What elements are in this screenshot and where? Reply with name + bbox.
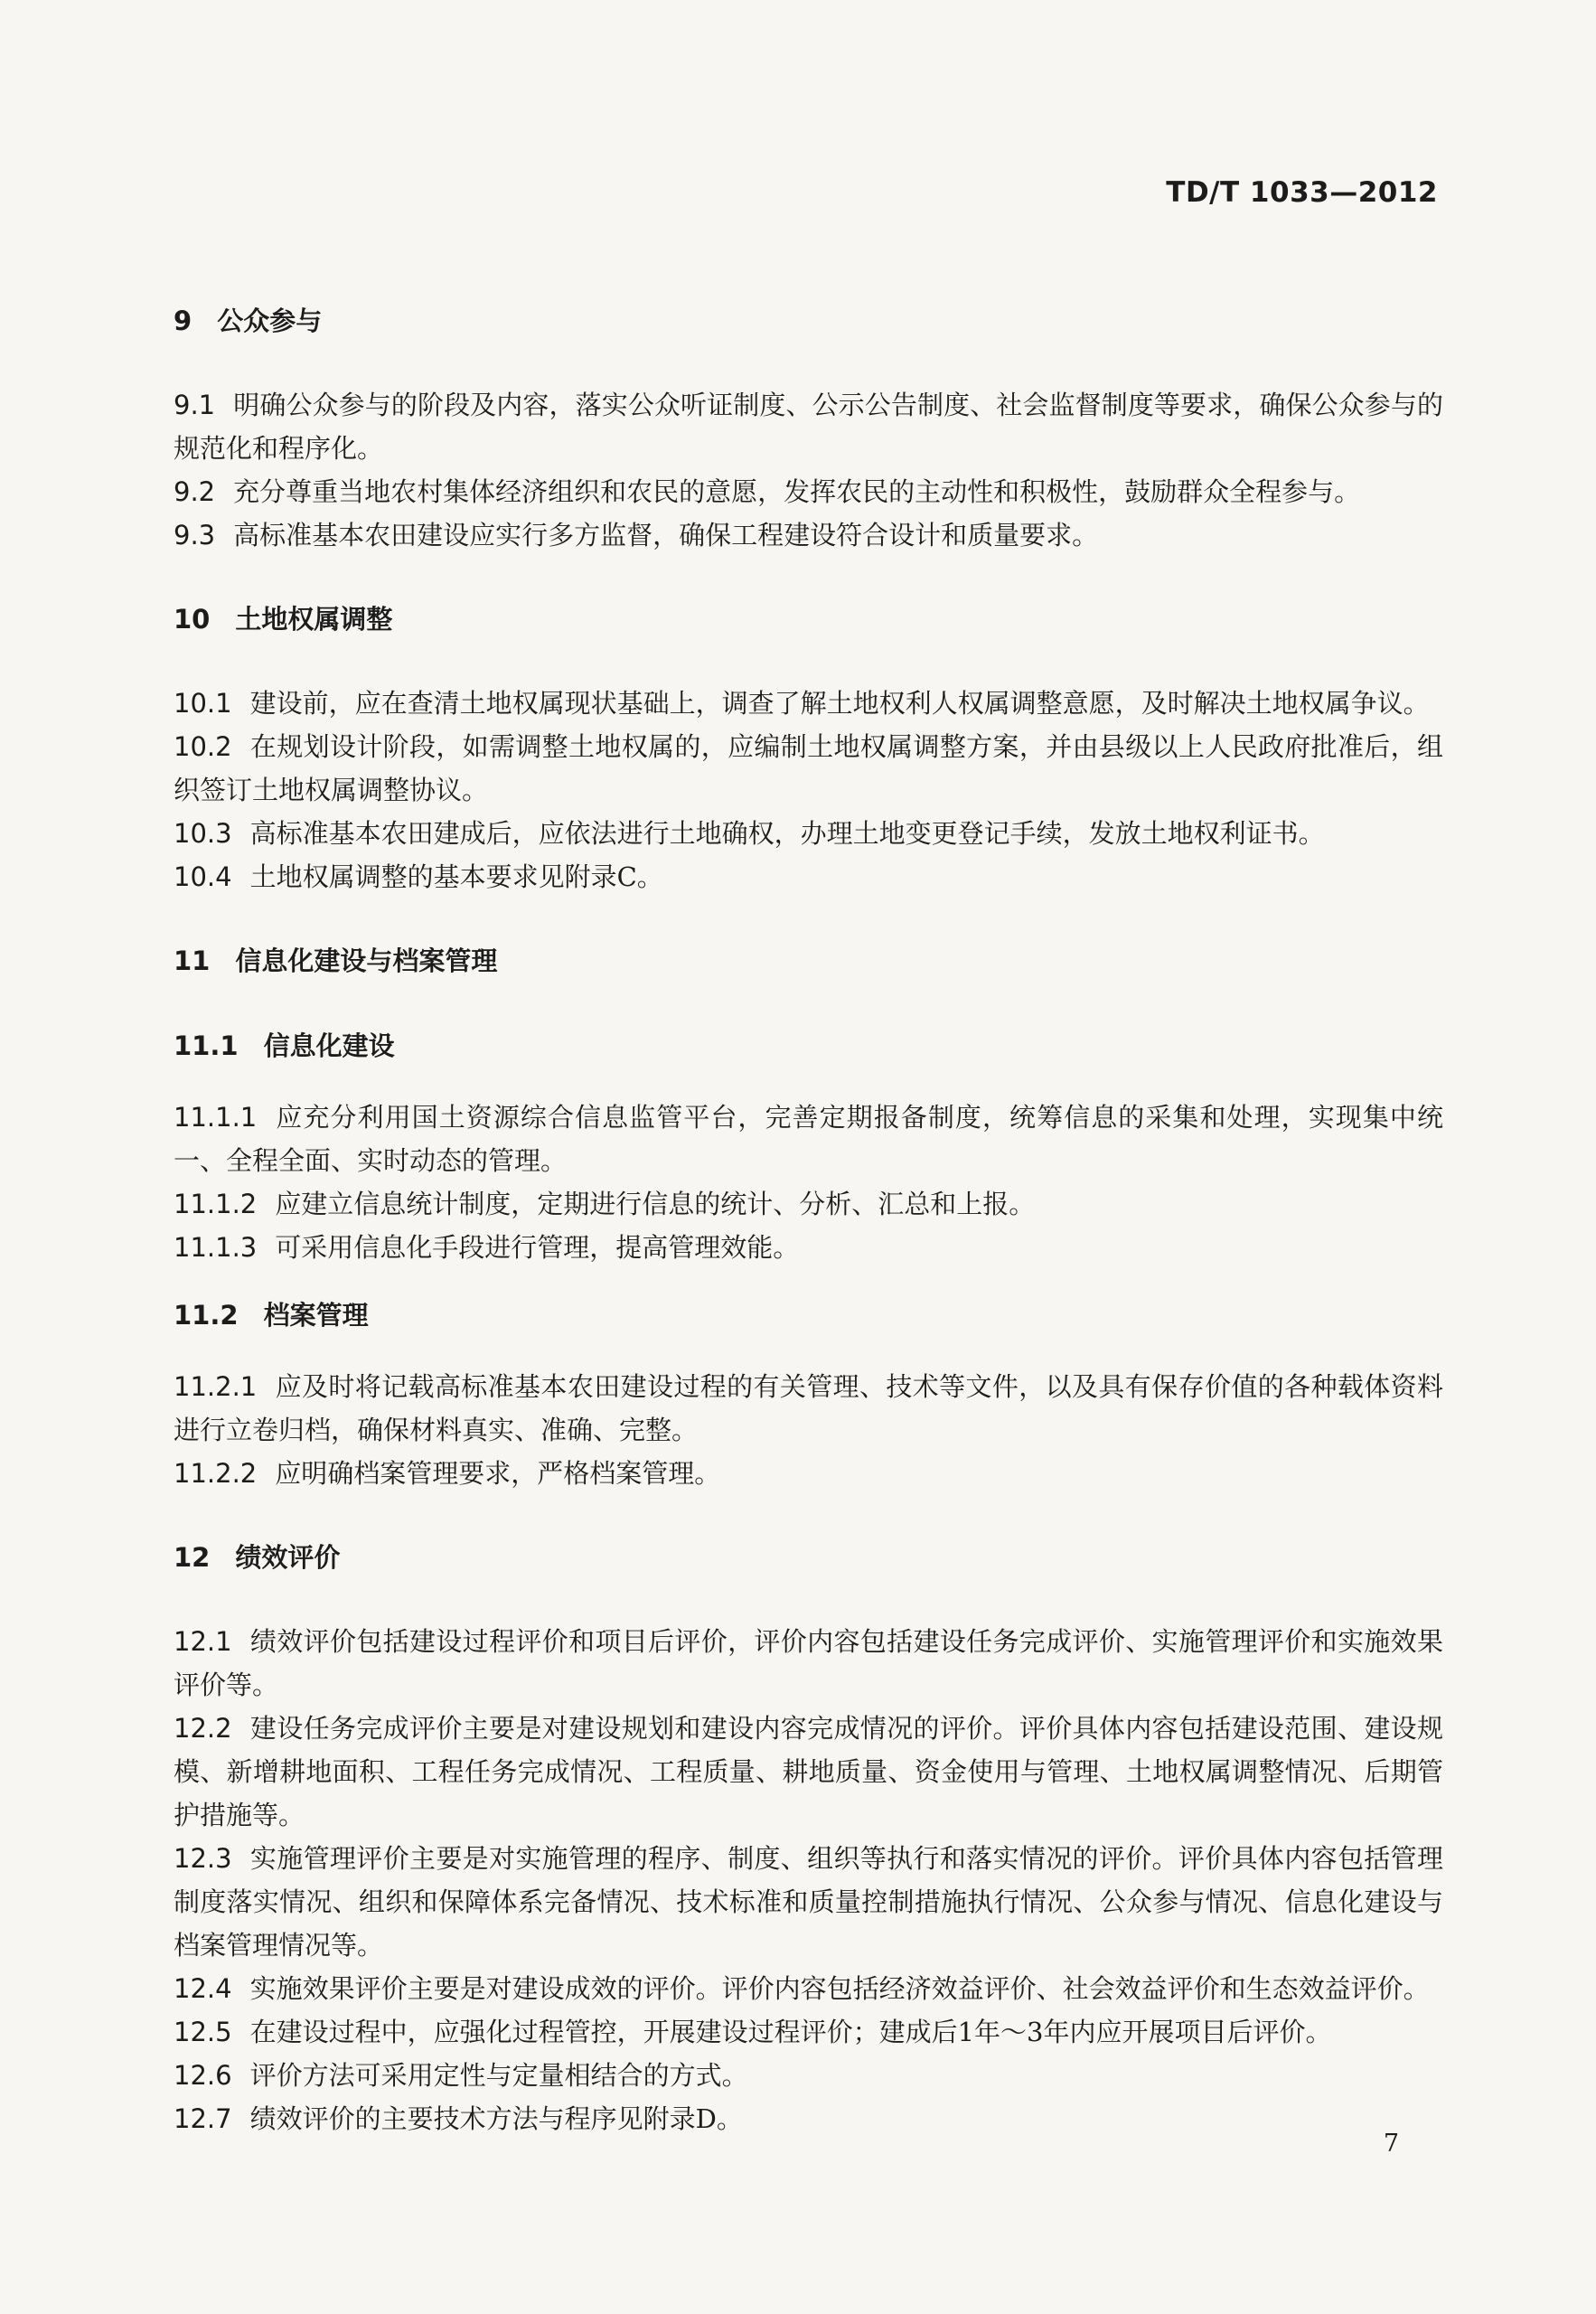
clause: 11.1.2 应建立信息统计制度，定期进行信息的统计、分析、汇总和上报。 [174,1189,1036,1219]
section-11 [174,938,1443,1495]
page-number: 7 [1383,2130,1399,2158]
clause: 12.2 建设任务完成评价主要是对建设规划和建设内容完成情况的评价。评价具体内容包括建设范围、建设规模、新增耕地面积、工程任务完成情况、工程质量、耕地质量、资金使用与管理、土地权属调整情况、后期管护措施等。 [174,1713,1443,1830]
clause: 12.1 绩效评价包括建设过程评价和项目后评价，评价内容包括建设任务完成评价、实施管理评价和实施效果评价等。 [174,1626,1443,1700]
clause: 12.7 绩效评价的主要技术方法与程序见附录D。 [174,2103,743,2134]
section-10 [174,597,1443,898]
clause: 9.1 明确公众参与的阶段及内容，落实公众听证制度、公示公告制度、社会监督制度等要求，确保公众参与的规范化和程序化。 [174,390,1443,464]
clause: 11.1.1 应充分利用国土资源综合信息监管平台，完善定期报备制度，统筹信息的采集和处理，实现集中统一、全程全面、实时动态的管理。 [174,1102,1443,1176]
clause: 10.1 建设前，应在查清土地权属现状基础上，调查了解土地权利人权属调整意愿，及时解决土地权属争议。 [174,688,1430,719]
document-body [174,298,1443,2140]
clause: 11.1.3 可采用信息化手段进行管理，提高管理效能。 [174,1232,800,1263]
clause: 10.2 在规划设计阶段，如需调整土地权属的，应编制土地权属调整方案，并由县级以上人民政府批准后，组织签订土地权属调整协议。 [174,731,1443,805]
clause: 12.4 实施效果评价主要是对建设成效的评价。评价内容包括经济效益评价、社会效益评价和生态效益评价。 [174,1973,1430,2004]
clause: 9.2 充分尊重当地农村集体经济组织和农民的意愿，发挥农民的主动性和积极性，鼓励群众全程参与。 [174,476,1361,507]
section-heading: 9 公众参与 [174,306,323,336]
subsection-heading: 11.1 信息化建设 [174,1030,395,1061]
clause: 10.3 高标准基本农田建成后，应依法进行土地确权，办理土地变更登记手续，发放土地权利证书。 [174,818,1325,849]
clause: 11.2.2 应明确档案管理要求，严格档案管理。 [174,1458,721,1489]
section-heading: 11 信息化建设与档案管理 [174,945,498,976]
clause: 12.6 评价方法可采用定性与定量相结合的方式。 [174,2060,748,2091]
section-heading: 12 绩效评价 [174,1542,341,1573]
section-12 [174,1535,1443,2140]
clause: 12.3 实施管理评价主要是对实施管理的程序、制度、组织等执行和落实情况的评价。评价具体内容包括管理制度落实情况、组织和保障体系完备情况、技术标准和质量控制措施执行情况、公众参与情况、信息化建设与档案管理情况等。 [174,1843,1443,1961]
clause: 11.2.1 应及时将记载高标准基本农田建设过程的有关管理、技术等文件，以及具有保存价值的各种载体资料进行立卷归档，确保材料真实、准确、完整。 [174,1371,1443,1445]
section-heading: 10 土地权属调整 [174,604,393,635]
clause: 9.3 高标准基本农田建设应实行多方监督，确保工程建设符合设计和质量要求。 [174,520,1099,550]
clause: 12.5 在建设过程中，应强化过程管控，开展建设过程评价；建成后1年～3年内应开展项目后评价。 [174,2017,1332,2047]
document-code: TD/T 1033—2012 [1166,176,1438,209]
subsection-heading: 11.2 档案管理 [174,1300,369,1331]
section-9 [174,298,1443,557]
clause: 10.4 土地权属调整的基本要求见附录C。 [174,861,663,892]
